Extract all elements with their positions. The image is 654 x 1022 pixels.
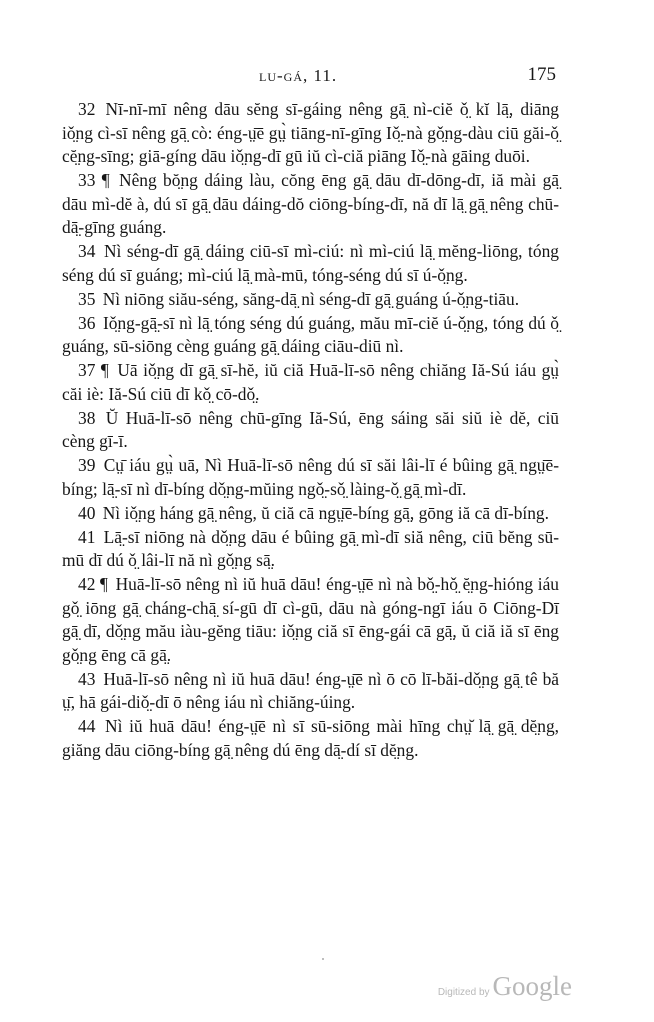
verse-35: [62, 288, 559, 312]
verse-42: [62, 573, 559, 667]
verse-text: Nì séng-dī gā̤ dáing ciū-sī mì-ciú: nì mì-ciú lā̤ mĕng-liōng, tóng séng dú sī guáng; mì-ciú lā̤ mà-mū, tóng-séng dú sī ú-ǒ̤ng.: [62, 241, 559, 285]
verse-number: 41: [78, 526, 96, 547]
verse-text: Nī-nī-mī nêng dāu sĕng sī-gáing nêng gā̤ nì-ciĕ ǒ̤ kĭ lā̤, diāng iǒ̤ng cì-sī nêng gā̤ cò: éng-ṳ̄ē gṳ̀ tiāng-nī-gīng Iǒ̤-nà gǒ̤ng-dàu ciū găi-ǒ̤ cĕ̤ng-sīng; giā-gíng dāu iǒ̤ng-dī gū iŭ cì-ciă piāng Iǒ̤-nà gāing duōi.: [62, 99, 559, 166]
verse-37: [62, 359, 559, 406]
verse-36: [62, 312, 559, 359]
verse-number: 39: [78, 455, 96, 475]
verse-text: Uā iǒ̤ng dī gā̤ sī-hĕ, iŭ ciă Huā-lī-sō nêng chiăng Iă-Sú iáu gṳ̀ căi iè: Iă-Sú ciū dī kǒ̤ cō-dǒ̤.: [62, 360, 559, 404]
page-number: 175: [527, 64, 556, 85]
verse-43: [62, 668, 559, 715]
verse-39: [62, 454, 559, 501]
digitized-watermark: [438, 971, 572, 1002]
verse-text: Nì iǒ̤ng háng gā̤ nêng, ŭ ciă cā ngṳ̄ē-bíng gā̤, gōng iă cā dī-bíng.: [102, 502, 549, 523]
verse-number: 44: [78, 716, 96, 736]
verse-text: Huā-lī-sō nêng nì iŭ huā dāu! éng-ṳ̄ē nì nà bǒ̤-hǒ̤ ĕ̤ng-hióng iáu gǒ̤ iōng gā̤ cháng-chā̤ sí-gū dī cì-gū, dāu nà góng-ngī iáu ō Ciōng-Dī gā̤ dī, dǒ̤ng mău iàu-gĕng tiāu: iǒ̤ng ciă sī ēng-gái cā gā̤, ŭ ciă iă sī ēng gǒ̤ng ēng cā gā̤.: [62, 574, 559, 665]
digitized-by-label: Digitized by: [437, 987, 490, 998]
page-header: [0, 62, 654, 92]
verse-44: [62, 715, 559, 762]
verse-number: 43: [78, 668, 96, 689]
verse-text: Nêng bŏ̤ng dáing làu, cŏng ēng gā̤ dāu dī-dōng-dī, iă mài gā̤ dāu mì-dĕ à, dú sī gā̤ dāu dáing-dŏ ciōng-bíng-dī, nă dī lā̤ gā̤ nêng chū-dā̤-gīng guáng.: [62, 170, 559, 237]
verse-text: Cṳ̄ iáu gṳ̀ uā, Nì Huā-lī-sō nêng dú sī săi lâi-lī é bûing gā̤ ngṳ̄ē-bíng; lā̤-sī nì dī-bíng dǒ̤ng-mŭing ngǒ̤-sǒ̤ làing-ǒ̤ gā̤ mì-dī.: [62, 455, 559, 499]
verse-number: 37 ¶: [78, 360, 109, 380]
verse-number: 33 ¶: [78, 170, 110, 190]
google-logo: Google: [492, 971, 572, 1001]
verse-text: Iǒ̤ng-gā̤-sī nì lā̤ tóng séng dú guáng, mău mī-ciĕ ú-ǒ̤ng, tóng dú ǒ̤ guáng, sū-siōng cèng guáng gā̤ dáing ciāu-diū nì.: [62, 312, 559, 356]
page-speck: [322, 958, 324, 960]
verse-number: 34: [78, 241, 96, 261]
verse-34: [62, 240, 559, 287]
verse-text: Lā̤-sī niōng nà dǒ̤ng dāu é bûing gā̤ mì-dī siă nêng, ciū bĕng sū-mū dī dú ǒ̤ lâi-lī nă nì gǒ̤ng sā̤.: [62, 526, 559, 570]
verse-38: [62, 407, 559, 454]
verse-number: 38: [78, 407, 96, 428]
verse-32: [62, 98, 559, 169]
running-head: lu-gá, 11.: [259, 66, 338, 85]
verse-40: [62, 502, 559, 526]
scripture-text: [62, 98, 559, 763]
verse-number: 40: [78, 502, 96, 523]
verse-text: Nì niōng siău-séng, săng-dā̤ nì séng-dī gā̤ guáng ú-ǒ̤ng-tiāu.: [102, 288, 520, 309]
verse-text: Huā-lī-sō nêng nì iŭ huā dāu! éng-ṳ̄ē nì ō cō lī-băi-dǒ̤ng gā̤ tê bă ṳ̄, hā gái-diǒ̤-dī ō nêng iáu nì chiăng-úing.: [62, 668, 559, 712]
verse-text: Ŭ Huā-lī-sō nêng chū-gīng Iă-Sú, ēng sáing săi siŭ iè dĕ, ciū cèng gī-ī.: [62, 407, 559, 451]
verse-number: 32: [78, 99, 96, 119]
verse-number: 36: [78, 312, 96, 333]
verse-text: Nì iŭ huā dāu! éng-ṳ̄ē nì sī sū-siōng mài hīng chṳ̆ lā̤ gā̤ dĕ̤ng, giăng dāu ciōng-bíng gā̤ nêng dú ēng dā̤-dí sī dĕ̤ng.: [62, 716, 559, 760]
verse-number: 42 ¶: [78, 574, 108, 594]
verse-33: [62, 169, 559, 240]
verse-number: 35: [78, 288, 96, 309]
verse-41: [62, 526, 559, 573]
